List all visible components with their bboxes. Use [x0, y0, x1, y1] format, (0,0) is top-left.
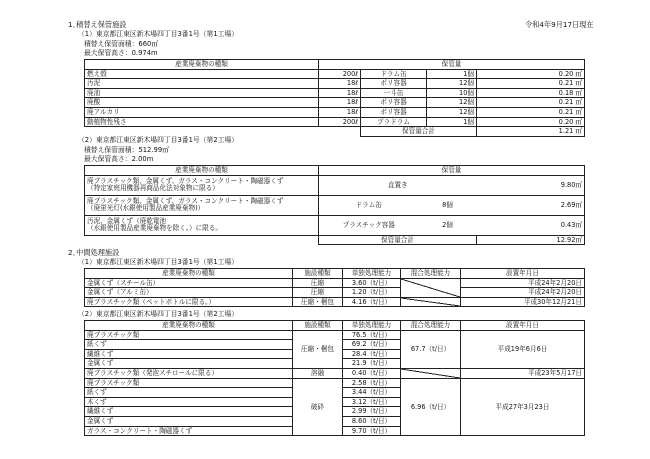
total-label: 保管量合計: [361, 127, 477, 137]
header-install-date: 設置年月日: [461, 269, 585, 279]
storage-method: ドラム缶: [319, 195, 419, 215]
header-waste-type: 産業廃棄物の種類: [85, 321, 293, 331]
s1-f1-title: （1）東京都江東区新木場四丁目3番1号（第1工場）: [78, 30, 239, 38]
container-count: 2個: [419, 215, 477, 235]
container-count: 12個: [427, 98, 477, 108]
s1-f2-title: （2）東京都江東区新木場四丁目3番1号（第2工場）: [78, 136, 239, 144]
s2-f2-title: （2）東京都江東区新木場四丁目3番1号（第2工場）: [78, 310, 239, 318]
container-type: ドラム缶: [361, 69, 427, 79]
s2-f2-table: [84, 320, 585, 436]
single-capacity: 76.5（t/日）: [343, 330, 401, 340]
waste-type: 汚泥: [85, 79, 319, 89]
install-date: 平成30年12月21日: [461, 297, 585, 307]
section-2-heading: 2､中間処理施設: [68, 248, 120, 257]
container-capacity: 18ℓ: [319, 88, 361, 98]
empty-cell: [85, 127, 361, 137]
waste-type: 廃アルカリ: [85, 107, 319, 117]
storage-method: 直置き: [319, 175, 477, 195]
s2-f1-title: （1）東京都江東区新木場四丁目3番1号（第1工場）: [78, 258, 239, 266]
waste-type-line: （特定家庭用機器再商品化法対象物に限る）: [87, 184, 219, 193]
storage-volume: 0.43㎥: [477, 215, 585, 235]
header-storage-amount: 保管量: [319, 166, 585, 176]
waste-type: 廃油: [85, 88, 319, 98]
container-count: 10個: [427, 88, 477, 98]
single-capacity: 3.12（t/日）: [343, 397, 401, 407]
waste-type: [85, 215, 319, 235]
install-date: 平成27年3月23日: [461, 378, 585, 436]
container-type: ポリ容器: [361, 79, 427, 89]
waste-type: 廃プラスチック類（発泡スチロールに限る）: [85, 368, 293, 378]
single-capacity: 69.2（t/日）: [343, 340, 401, 350]
table-row: [85, 297, 585, 307]
header-single-capacity: 単独処理能力: [343, 321, 401, 331]
storage-volume: 0.21 ㎥: [477, 98, 585, 108]
facility-type: 破砕: [293, 378, 343, 436]
header-install-date: 設置年月日: [461, 321, 585, 331]
table-row: [85, 330, 585, 340]
date-label: 令和4年9月17日現在: [525, 20, 594, 29]
single-capacity: 2.99（t/日）: [343, 407, 401, 417]
header-waste-type: 産業廃棄物の種類: [85, 60, 319, 70]
table-total-row: [85, 235, 585, 245]
table-row: [85, 368, 585, 378]
install-date: 平成23年5月17日: [461, 368, 585, 378]
container-capacity: 200ℓ: [319, 117, 361, 127]
waste-type: 紙くず: [85, 388, 293, 398]
waste-type: 廃酸: [85, 98, 319, 108]
table-row: [85, 117, 585, 127]
facility-type: 圧縮・梱包: [293, 297, 343, 307]
waste-type: 繊維くず: [85, 349, 293, 359]
s1-f2-height: 最大保管高さ：2.00m: [84, 155, 154, 163]
waste-type: 金属くず: [85, 416, 293, 426]
table-row: [85, 278, 585, 288]
mixed-capacity-none: [401, 297, 461, 307]
total-value: 1.21 ㎥: [477, 127, 585, 137]
install-date: 平成24年2月20日: [461, 278, 585, 288]
waste-type: 紙くず: [85, 340, 293, 350]
single-capacity: 0.40（t/日）: [343, 368, 401, 378]
facility-type: 溶融: [293, 368, 343, 378]
table-row: [85, 98, 585, 108]
storage-method: プラスチック容器: [319, 215, 419, 235]
table-header-row: [85, 321, 585, 331]
storage-volume: 0.20 ㎥: [477, 117, 585, 127]
waste-type: ガラス・コンクリート・陶磁器くず: [85, 426, 293, 436]
waste-type: [85, 175, 319, 195]
storage-volume: 2.69㎥: [477, 195, 585, 215]
storage-volume: 0.18 ㎥: [477, 88, 585, 98]
table-header-row: [85, 60, 585, 70]
container-count: 8個: [419, 195, 477, 215]
header-facility-type: 施設種類: [293, 269, 343, 279]
waste-type: 燃え殻: [85, 69, 319, 79]
container-count: 12個: [427, 107, 477, 117]
section-1-heading: 1､積替え保管施設: [68, 20, 127, 29]
facility-type: 圧縮・梱包: [293, 330, 343, 368]
header-mixed-capacity: 混合処理能力: [401, 269, 461, 279]
waste-type: 繊維くず: [85, 407, 293, 417]
header-mixed-capacity: 混合処理能力: [401, 321, 461, 331]
s1-f1-table: [84, 59, 585, 137]
install-date: 平成24年2月20日: [461, 288, 585, 298]
container-capacity: 18ℓ: [319, 98, 361, 108]
container-capacity: 200ℓ: [319, 69, 361, 79]
header-storage-amount: 保管量: [319, 60, 585, 70]
single-capacity: 8.60（t/日）: [343, 416, 401, 426]
container-type: プラドラム: [361, 117, 427, 127]
table-row: [85, 378, 585, 388]
container-type: 一斗缶: [361, 88, 427, 98]
total-value: 12.92㎥: [477, 235, 585, 245]
empty-cell: [85, 235, 319, 245]
table-row: [85, 79, 585, 89]
waste-type-line: 廃プラスチック類、金属くず、ガラス・コンクリート・陶磁器くず: [87, 176, 284, 185]
mixed-capacity-none: [401, 368, 461, 378]
table-header-row: [85, 166, 585, 176]
waste-type: 金属くず（アルミ缶）: [85, 288, 293, 298]
mixed-capacity-none: [401, 278, 461, 297]
header-single-capacity: 単独処理能力: [343, 269, 401, 279]
header-waste-type: 産業廃棄物の種類: [85, 269, 293, 279]
s1-f1-area: 積替え保管面積：660㎡: [84, 40, 159, 48]
facility-type: 圧縮: [293, 278, 343, 288]
table-total-row: [85, 127, 585, 137]
s1-f1-height: 最大保管高さ：0.974m: [84, 49, 158, 57]
single-capacity: 9.70（t/日）: [343, 426, 401, 436]
table-row: [85, 88, 585, 98]
waste-type-line: （廃蛍光灯(水銀使用製品産業廃棄物)）: [87, 204, 205, 213]
table-row: [85, 175, 585, 195]
container-type: ポリ容器: [361, 98, 427, 108]
container-capacity: 18ℓ: [319, 107, 361, 117]
single-capacity: 2.58（t/日）: [343, 378, 401, 388]
storage-volume: 0.21 ㎥: [477, 107, 585, 117]
waste-type: 廃プラスチック類: [85, 378, 293, 388]
waste-type: [85, 195, 319, 215]
table-row: [85, 195, 585, 215]
single-capacity: 4.16（t/日）: [343, 297, 401, 307]
table-header-row: [85, 269, 585, 279]
table-row: [85, 69, 585, 79]
container-count: 12個: [427, 79, 477, 89]
table-row: [85, 288, 585, 298]
storage-volume: 9.80㎡: [477, 175, 585, 195]
container-capacity: 18ℓ: [319, 79, 361, 89]
header-waste-type: 産業廃棄物の種類: [85, 166, 319, 176]
waste-type: 木くず: [85, 397, 293, 407]
container-type: ポリ容器: [361, 107, 427, 117]
waste-type-line: （水銀使用製品産業廃棄物を除く。）に限る。: [87, 224, 223, 233]
mixed-capacity: 6.96（t/日）: [401, 378, 461, 436]
storage-volume: 0.21 ㎥: [477, 79, 585, 89]
header-facility-type: 施設種類: [293, 321, 343, 331]
single-capacity: 1.20（t/日）: [343, 288, 401, 298]
facility-type: 圧縮: [293, 288, 343, 298]
total-label: 保管量合計: [319, 235, 477, 245]
mixed-capacity: 67.7（t/日）: [401, 330, 461, 368]
single-capacity: 21.9（t/日）: [343, 359, 401, 369]
single-capacity: 28.4（t/日）: [343, 349, 401, 359]
container-count: 1個: [427, 69, 477, 79]
s2-f1-table: [84, 268, 585, 307]
install-date: 平成19年6月6日: [461, 330, 585, 368]
table-row: [85, 215, 585, 235]
s1-f2-area: 積替え保管面積：512.99㎡: [84, 146, 169, 154]
waste-type: 金属くず: [85, 359, 293, 369]
single-capacity: 3.60（t/日）: [343, 278, 401, 288]
s1-f2-table: [84, 165, 585, 245]
waste-type: 金属くず（スチール缶）: [85, 278, 293, 288]
container-count: 1個: [427, 117, 477, 127]
single-capacity: 3.44（t/日）: [343, 388, 401, 398]
waste-type: 廃プラスチック類（ペットボトルに限る。）: [85, 297, 293, 307]
storage-volume: 0.20 ㎥: [477, 69, 585, 79]
waste-type: 廃プラスチック類: [85, 330, 293, 340]
waste-type-line: 廃プラスチック類、金属くず、ガラス・コンクリート・陶磁器くず: [87, 196, 284, 205]
waste-type: 動植物性残さ: [85, 117, 319, 127]
waste-type-line: 汚泥、金属くず（廃乾電池: [87, 216, 167, 225]
table-row: [85, 107, 585, 117]
